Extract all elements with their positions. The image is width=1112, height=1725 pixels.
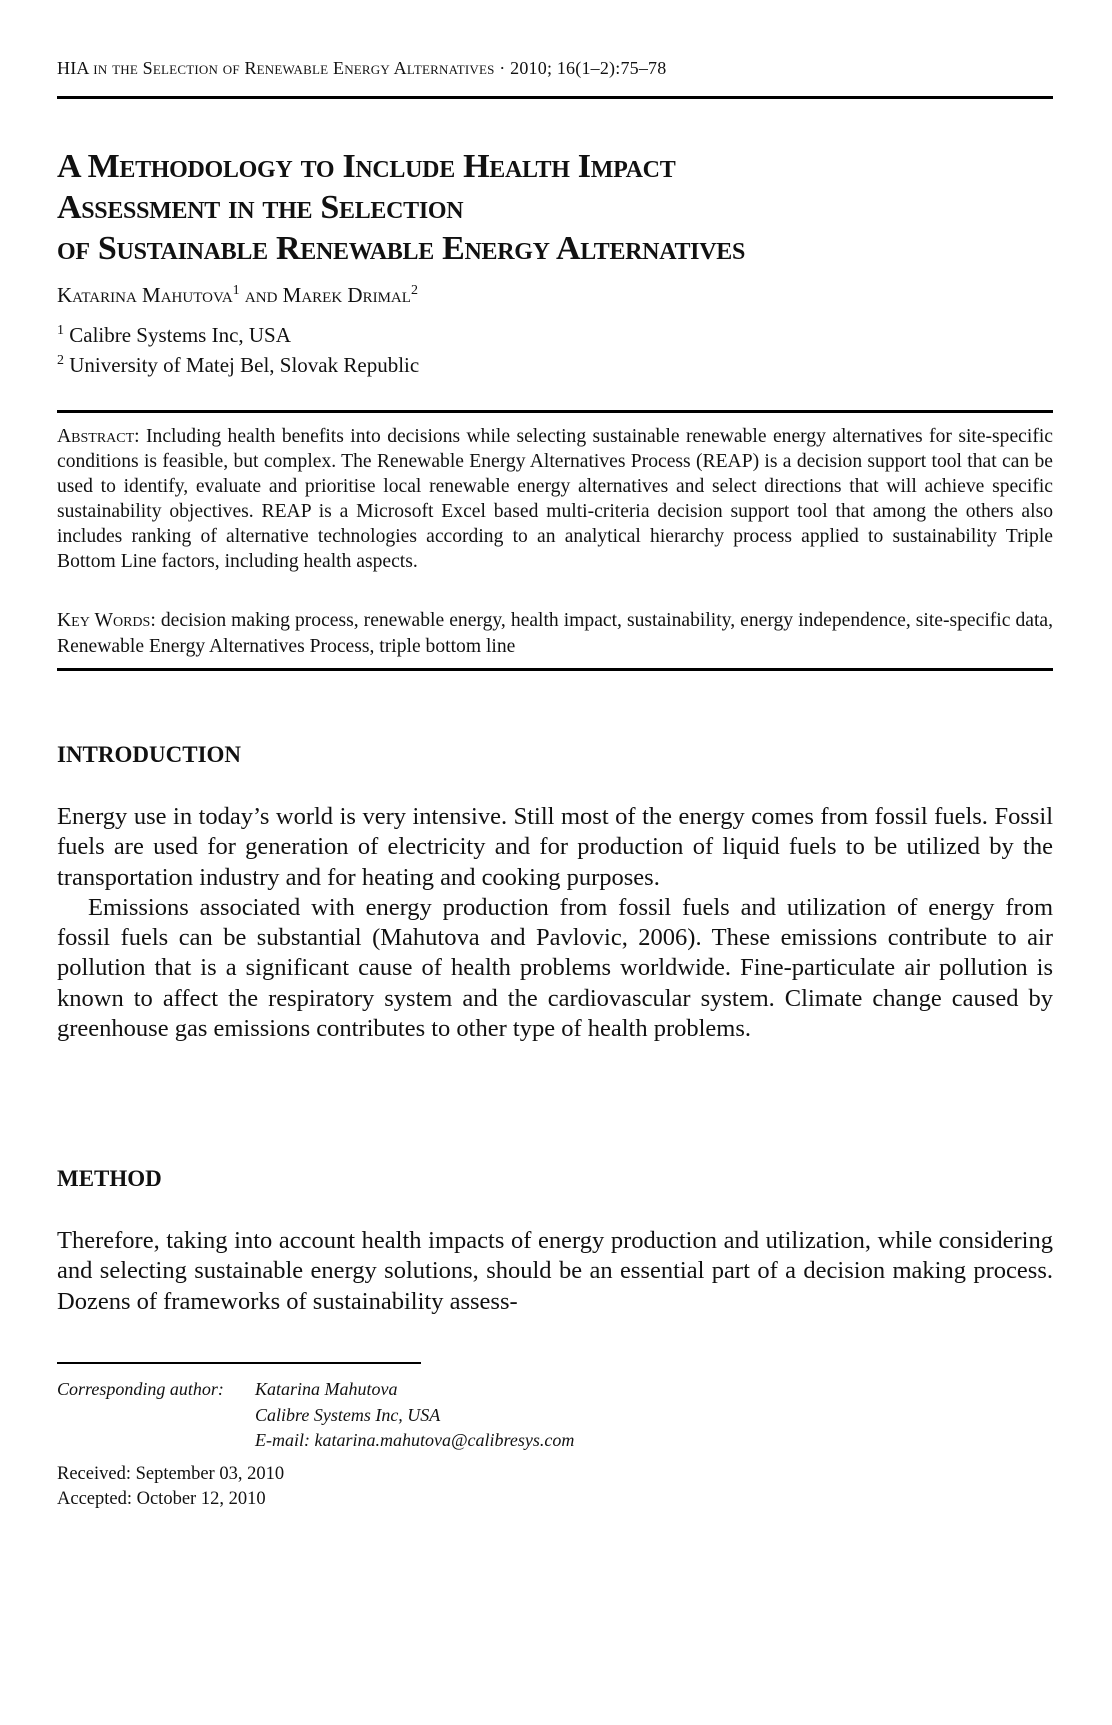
affiliation-text: Calibre Systems Inc, USA [69,323,291,347]
affiliation [57,323,291,348]
keywords-label: Key Words: [57,610,156,631]
accepted-date: Accepted: October 12, 2010 [57,1489,266,1509]
keywords [57,608,1053,660]
abstract-top-rule [57,410,1053,413]
affiliation-marker: 1 [232,283,240,298]
author-name: Katarina Mahutova [57,283,233,307]
corresponding-org: Calibre Systems Inc, USA [255,1404,441,1425]
title-line: Assessment in the Selection [57,189,464,226]
author-name: Marek Drimal [282,283,411,307]
author-list [57,283,418,308]
paragraph: Therefore, taking into account health impacts of energy production and utilization, while considering and selecting sustainable energy solutions, should be an essential part of a decision making process. Dozens of frameworks of sustainability assess- [57,1227,1053,1315]
running-head-citation: 2010; 16(1–2):75–78 [510,58,667,78]
running-head-title: HIA in the Selection of Renewable Energy Alternatives [57,58,495,78]
corresponding-email: E-mail: katarina.mahutova@calibresys.com [255,1430,575,1450]
method-body [57,1226,1053,1317]
title-line: of Sustainable Renewable Energy Alternatives [57,230,745,267]
author-conjunction: and [244,283,278,307]
paragraph: Emissions associated with energy production from fossil fuels and utilization of energy from fossil fuels can be substantial (Mahutova and Pavlovic, 2006). These emissions contribute to air pollution that is a significant cause of health problems worldwide. Fine-particulate air pollution is known to affect the respiratory system and the cardiovascular system. Climate change caused by greenhouse gas emissions contributes to other type of health problems. [57,893,1053,1043]
abstract-text: Including health benefits into decisions while selecting sustainable renewable energy alternatives for site-specific conditions is feasible, but complex. The Renewable Energy Alternatives Process (REAP) is a decision support tool that can be used to identify, evaluate and prioritise local renewable energy alternatives and select directions that will achieve specific sustainability objectives. REAP is a Microsoft Excel based multi-criteria decision support tool that among the others also includes ranking of alternative technologies according to an analytical hierarchy process applied to sustainability Triple Bottom Line factors, including health aspects. [57,426,1053,572]
abstract [57,424,1053,574]
received-date: Received: September 03, 2010 [57,1464,285,1484]
introduction-body [57,802,1053,1044]
affiliation [57,353,419,378]
corresponding-label: Corresponding author: [57,1379,224,1399]
keywords-text: decision making process, renewable energy, health impact, sustainability, energy independence, site-specific data, Renewable Energy Alternatives Process, triple bottom line [57,610,1054,657]
header-rule [57,96,1053,99]
abstract-label: Abstract: [57,426,140,447]
affiliation-number: 1 [57,323,64,338]
section-heading-introduction: INTRODUCTION [57,742,242,767]
title-line: A Methodology to Include Health Impact [57,148,676,185]
article-dates [57,1462,284,1512]
corresponding-author [57,1377,574,1454]
corresponding-name: Katarina Mahutova [255,1379,398,1399]
section-heading-method: METHOD [57,1166,162,1191]
affiliation-marker: 2 [410,283,418,298]
paragraph: Energy use in today’s world is very intensive. Still most of the energy comes from fossil fuels. Fossil fuels are used for generation of electricity and for production of liquid fuels to be utilized by the transportation industry and for heating and cooking purposes. [57,803,1053,891]
abstract-bottom-rule [57,668,1053,671]
affiliation-text: University of Matej Bel, Slovak Republic [69,353,420,377]
footnote-rule [57,1362,421,1364]
affiliation-number: 2 [57,353,64,368]
running-head-separator: · [499,58,506,78]
article-title [57,146,1057,269]
running-head [57,58,666,79]
